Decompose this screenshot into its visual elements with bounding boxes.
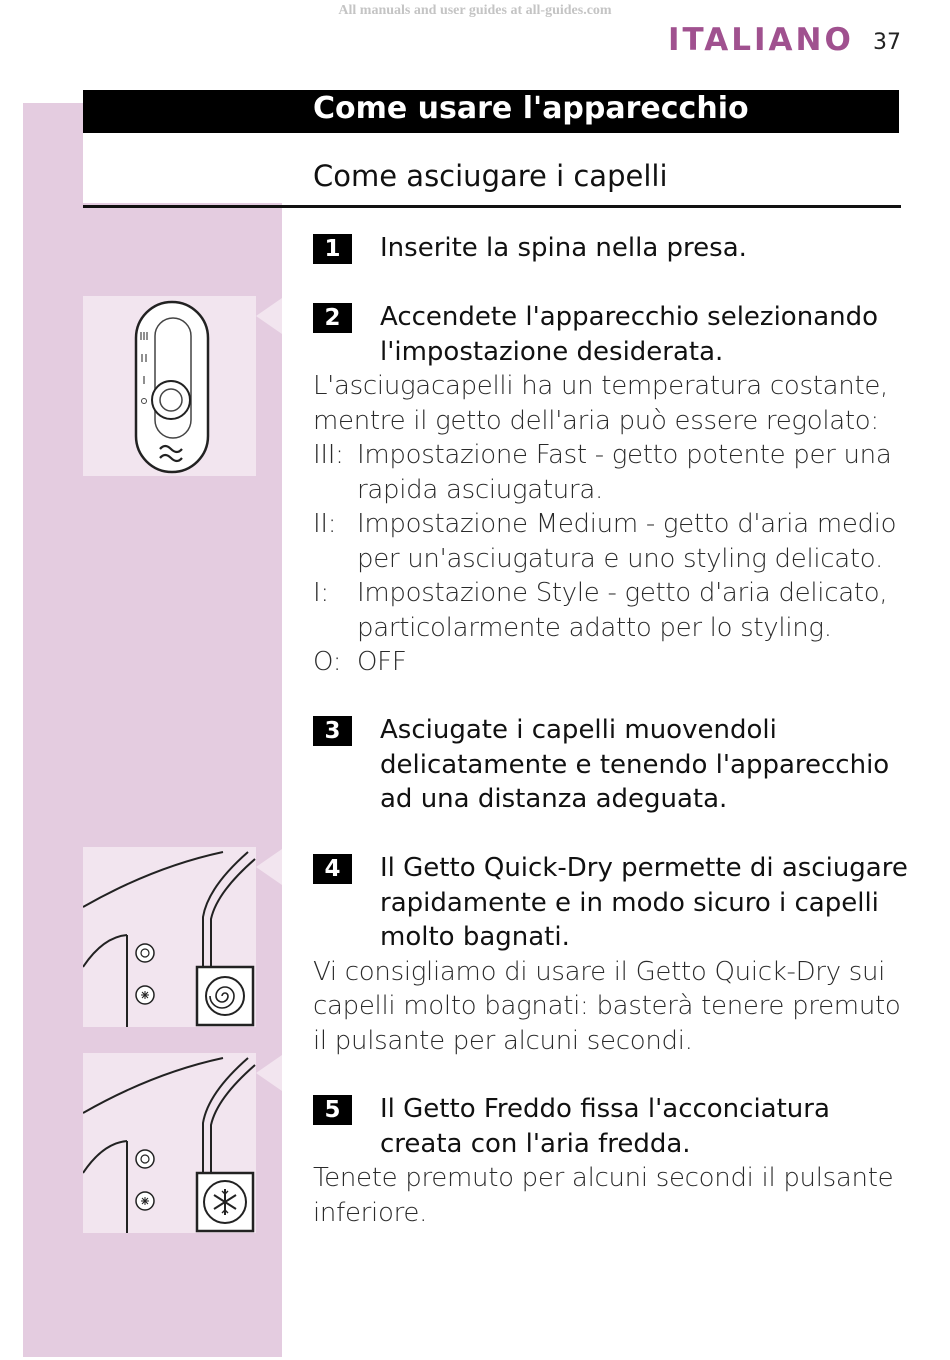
setting-label: III:: [313, 440, 344, 470]
quick-dry-illustration: [83, 847, 256, 1027]
cool-shot-button-icon: [83, 1053, 256, 1233]
setting-row: [313, 438, 913, 507]
setting-label: O:: [313, 647, 342, 677]
cool-shot-illustration: [83, 1053, 256, 1233]
step-4: [313, 851, 913, 1058]
setting-row: [313, 576, 913, 645]
step-text: Inserite la spina nella presa.: [380, 233, 747, 263]
step-number: 4: [313, 854, 352, 884]
step-number: 3: [313, 716, 352, 746]
step-text: Il Getto Quick-Dry permette di asciugare rapidamente e in modo sicuro i capelli molto bagnati.: [380, 853, 908, 952]
setting-desc: Impostazione Style - getto d'aria delicato, particolarmente adatto per lo styling.: [357, 578, 888, 643]
sidebar-gap: [83, 133, 282, 203]
step-3: [313, 713, 913, 817]
page-number: 37: [873, 30, 901, 55]
step-number: 1: [313, 234, 352, 264]
illustration-pointer: [256, 849, 282, 885]
setting-desc: OFF: [357, 647, 407, 677]
section-title: Come usare l'apparecchio: [313, 91, 749, 126]
heading-rule: [83, 205, 901, 208]
step-note: Tenete premuto per alcuni secondi il pulsante inferiore.: [313, 1163, 894, 1228]
switch-slider-icon: [83, 296, 256, 476]
setting-row: [313, 507, 913, 576]
step-5: [313, 1092, 913, 1230]
setting-label: II:: [313, 509, 337, 539]
quick-dry-button-icon: [83, 847, 256, 1027]
step-number: 5: [313, 1095, 352, 1125]
setting-label: I:: [313, 578, 329, 608]
step-note: Vi consigliamo di usare il Getto Quick-Dry sui capelli molto bagnati: basterà tenere premuto il pulsante per alcuni secondi.: [313, 956, 901, 1056]
setting-desc: Impostazione Medium - getto d'aria medio per un'asciugatura e uno styling delicato.: [357, 509, 897, 574]
step-1: [313, 231, 913, 266]
step-text: Asciugate i capelli muovendoli delicatamente e tenendo l'apparecchio ad una distanza adeguata.: [380, 715, 890, 814]
step-number: 2: [313, 303, 352, 333]
step-text: Accendete l'apparecchio selezionando l'impostazione desiderata.: [380, 302, 879, 367]
step-intro: L'asciugacapelli ha un temperatura costante, mentre il getto dell'aria può essere regolato:: [313, 371, 889, 436]
illustration-pointer: [256, 1055, 282, 1091]
switch-illustration: [83, 296, 256, 476]
step-2: [313, 300, 913, 680]
watermark: All manuals and user guides at all-guides.com: [338, 3, 612, 18]
step-text: Il Getto Freddo fissa l'acconciatura creata con l'aria fredda.: [380, 1094, 830, 1159]
setting-desc: Impostazione Fast - getto potente per una rapida asciugatura.: [357, 440, 892, 505]
illustration-pointer: [256, 298, 282, 334]
subheading: Come asciugare i capelli: [313, 159, 668, 193]
language-label: ITALIANO: [668, 22, 854, 58]
setting-row: [313, 645, 913, 680]
